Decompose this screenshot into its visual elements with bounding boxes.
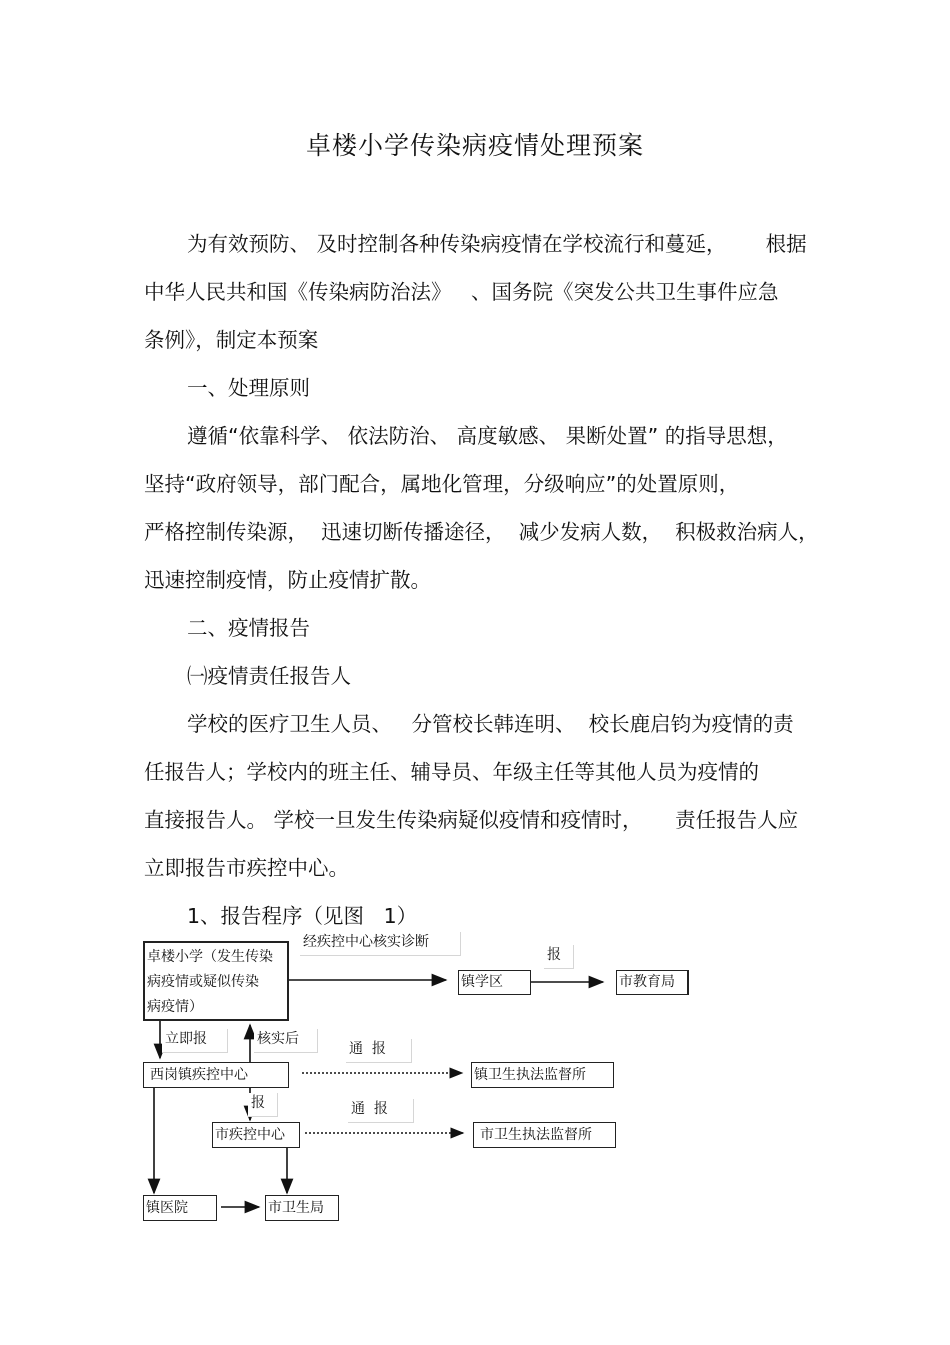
paragraph-line: 为有效预防、 及时控制各种传染病疫情在学校流行和蔓延， 根据 xyxy=(187,232,807,256)
paragraph-line: 迅速控制疫情，防止疫情扩散。 xyxy=(144,568,431,592)
town-health-supervision-box: 镇卫生执法监督所 xyxy=(471,1062,614,1088)
paragraph-line: 任报告人；学校内的班主任、辅导员、年级主任等其他人员为疫情的 xyxy=(144,760,759,784)
school-box: 卓楼小学（发生传染 病疫情或疑似传染 病疫情） xyxy=(143,941,289,1021)
subsection-heading: ㈠疫情责任报告人 xyxy=(187,664,351,688)
cdc-verify-label: 经疾控中心核实诊断 xyxy=(300,932,461,956)
document-title: 卓楼小学传染病疫情处理预案 xyxy=(305,131,644,160)
town-district-box: 镇学区 xyxy=(458,970,531,995)
paragraph-line: 坚持“政府领导，部门配合，属地化管理，分级响应”的处置原则， xyxy=(144,472,740,496)
paragraph-line: 遵循“依靠科学、 依法防治、 高度敏感、 果断处置” 的指导思想， xyxy=(187,424,788,448)
report-label: 报 xyxy=(248,1093,278,1117)
town-hospital-box: 镇医院 xyxy=(143,1195,217,1221)
after-verify-label: 核实后 xyxy=(254,1029,318,1053)
paragraph-line: 严格控制传染源， 迅速切断传播途径， 减少发病人数， 积极救治病人， xyxy=(144,520,819,544)
paragraph-line: 中华人民共和国《传染病防治法》 、国务院《突发公共卫生事件应急 xyxy=(144,280,779,304)
city-edu-box: 市教育局 xyxy=(616,970,689,995)
paragraph-line: 直接报告人。 学校一旦发生传染病疑似疫情和疫情时， 责任报告人应 xyxy=(144,808,799,832)
notify-label: 通 报 xyxy=(348,1099,414,1123)
section-heading: 一、处理原则 xyxy=(187,376,310,400)
procedure-heading: 1、报告程序（见图 1） xyxy=(187,904,418,928)
notify-label: 通 报 xyxy=(346,1039,412,1063)
section-heading: 二、疫情报告 xyxy=(187,616,310,640)
paragraph-line: 立即报告市疾控中心。 xyxy=(144,856,349,880)
paragraph-line: 条例》，制定本预案 xyxy=(144,328,319,352)
xigang-cdc-box: 西岗镇疾控中心 xyxy=(143,1062,289,1088)
report-label: 报 xyxy=(544,945,574,969)
city-health-bureau-box: 市卫生局 xyxy=(265,1195,339,1221)
immediate-report-label: 立即报 xyxy=(162,1029,228,1053)
city-health-supervision-box: 市卫生执法监督所 xyxy=(473,1122,616,1148)
city-cdc-box: 市疾控中心 xyxy=(212,1122,300,1148)
paragraph-line: 学校的医疗卫生人员、 分管校长韩连明、 校长鹿启钧为疫情的责 xyxy=(187,712,794,736)
